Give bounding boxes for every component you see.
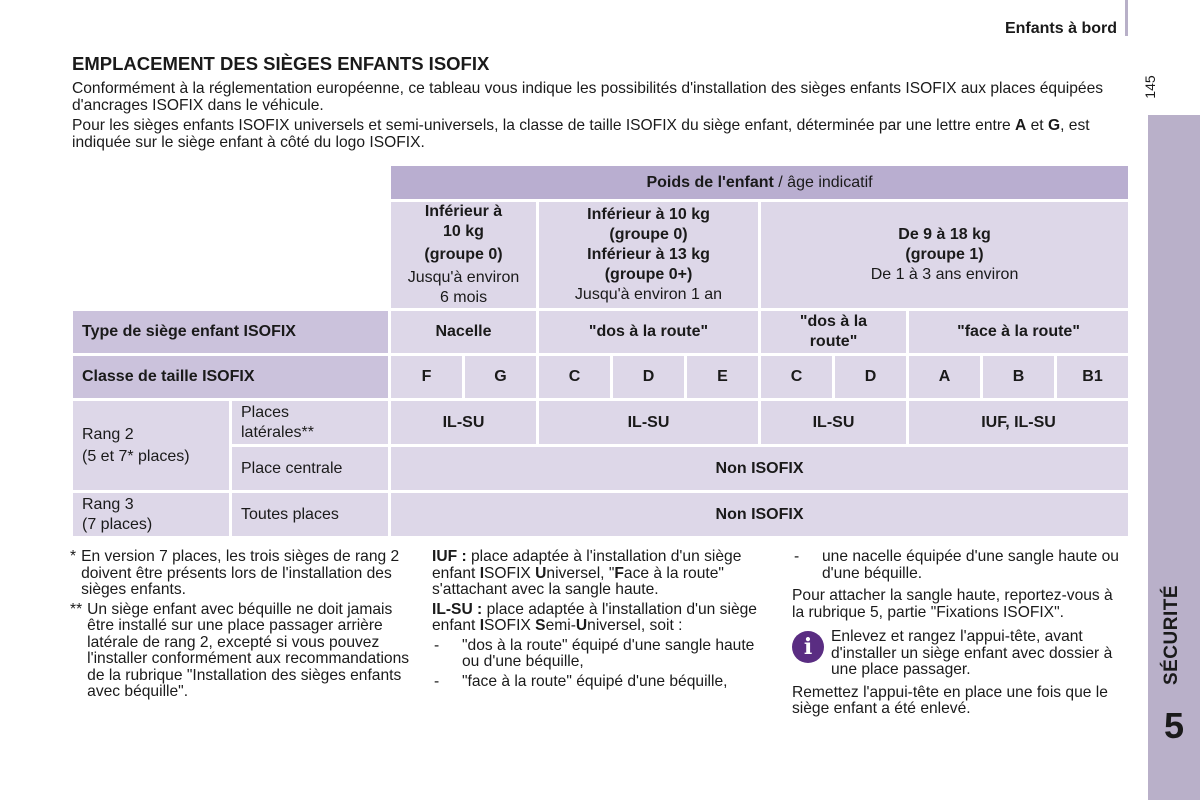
- top-tether-note: Pour attacher la sangle haute, reportez-vous à la rubrique 5, partie "Fixations ISOFIX".: [792, 587, 1113, 621]
- info-note-text: Enlevez et rangez l'appui-tête, avant d'installer un siège enfant avec dossier à une place passager.: [831, 628, 1113, 678]
- size-class-cell: C: [761, 356, 832, 398]
- legend-ilsu: IL-SU : place adaptée à l'installation d'un siège enfant ISOFIX Semi-Universel, soit :: [432, 600, 757, 634]
- chapter-number: 5: [1163, 705, 1185, 746]
- type-forward-facing: "face à la route": [909, 311, 1128, 353]
- lateral-value-group0: IL-SU: [391, 401, 536, 444]
- intro-paragraph-1: Conformément à la réglementation européenne, ce tableau vous indique les possibilités d'installation des sièges enfants ISOFIX aux places équipées d'ancrages ISOFIX dans le véhicule.: [72, 80, 1104, 114]
- lateral-value-group1-rear: IL-SU: [761, 401, 906, 444]
- lateral-seats-label: Places latérales**: [232, 401, 388, 444]
- lateral-value-group1-forward: IUF, IL-SU: [909, 401, 1128, 444]
- size-class-cell: D: [835, 356, 906, 398]
- info-icon: i: [792, 631, 824, 663]
- lateral-value-group0plus: IL-SU: [539, 401, 758, 444]
- row-2-label: Rang 2 (5 et 7* places): [73, 401, 229, 490]
- footnote-2: ** Un siège enfant avec béquille ne doit jamais être installé sur une place passager arrière latérale de rang 2, excepté si vous pouvez l'installer conformément aux recommandations de la rubrique "Installation des sièges enfants avec béquille".: [70, 600, 410, 700]
- legend-bullet-rear-facing: - "dos à la route" équipé d'une sangle haute ou d'une béquille,: [434, 636, 755, 670]
- legend-bullet-nacelle: - une nacelle équipée d'une sangle haute ou d'une béquille.: [794, 548, 1119, 582]
- table-corner: [73, 166, 388, 199]
- size-class-cell: D: [613, 356, 684, 398]
- footnote-1: * En version 7 places, les trois sièges de rang 2 doivent être présents lors de l'installation des sièges enfants.: [70, 548, 400, 598]
- table-corner-2: [73, 202, 388, 308]
- row-3-label: Rang 3 (7 places): [73, 493, 229, 536]
- size-class-cell: C: [539, 356, 610, 398]
- weight-header: Poids de l'enfant / âge indicatif: [391, 166, 1128, 199]
- all-seats-label: Toutes places: [232, 493, 388, 536]
- type-nacelle: Nacelle: [391, 311, 536, 353]
- header-rule: [1125, 0, 1128, 36]
- page-header-title: Enfants à bord: [1004, 20, 1117, 37]
- footnotes: [70, 549, 410, 704]
- size-class-cell: E: [687, 356, 758, 398]
- size-class-label: Classe de taille ISOFIX: [73, 356, 388, 398]
- isofix-table: [70, 163, 1131, 539]
- size-class-cell: A: [909, 356, 980, 398]
- seat-type-label: Type de siège enfant ISOFIX: [73, 311, 388, 353]
- group-1-header: De 9 à 18 kg (groupe 1) De 1 à 3 ans environ: [761, 202, 1128, 308]
- section-title: EMPLACEMENT DES SIÈGES ENFANTS ISOFIX: [72, 53, 490, 74]
- section-label: SÉCURITÉ: [1161, 584, 1182, 686]
- group-0-header: Inférieur à 10 kg (groupe 0) Jusqu'à environ 6 mois: [391, 202, 536, 308]
- row-3-value: Non ISOFIX: [391, 493, 1128, 536]
- type-rear-facing-2: "dos à la route": [761, 311, 906, 353]
- center-seat-label: Place centrale: [232, 447, 388, 490]
- size-class-cell: B: [983, 356, 1054, 398]
- size-class-cell: F: [391, 356, 462, 398]
- right-column: [792, 549, 1127, 718]
- info-note: [792, 629, 1127, 679]
- size-class-cell: G: [465, 356, 536, 398]
- type-rear-facing: "dos à la route": [539, 311, 758, 353]
- size-class-cell: B1: [1057, 356, 1128, 398]
- center-seat-value: Non ISOFIX: [391, 447, 1128, 490]
- legend: [432, 549, 772, 690]
- page-number: 145: [1142, 75, 1158, 99]
- group-0plus-header: Inférieur à 10 kg (groupe 0) Inférieur à 13 kg (groupe 0+) Jusqu'à environ 1 an: [539, 202, 758, 308]
- intro-paragraph-2: Pour les sièges enfants ISOFIX universels et semi-universels, la classe de taille ISOFIX du siège enfant, déterminée par une lettre entre A et G, est indiquée sur le siège enfant à côté du logo ISOFIX.: [72, 117, 1090, 151]
- headrest-note: Remettez l'appui-tête en place une fois que le siège enfant a été enlevé.: [792, 683, 1108, 717]
- legend-bullet-forward-facing: - "face à la route" équipé d'une béquille,: [434, 672, 728, 690]
- legend-iuf: IUF : place adaptée à l'installation d'un siège enfant ISOFIX Universel, "Face à la route" s'attachant avec la sangle haute.: [432, 548, 742, 598]
